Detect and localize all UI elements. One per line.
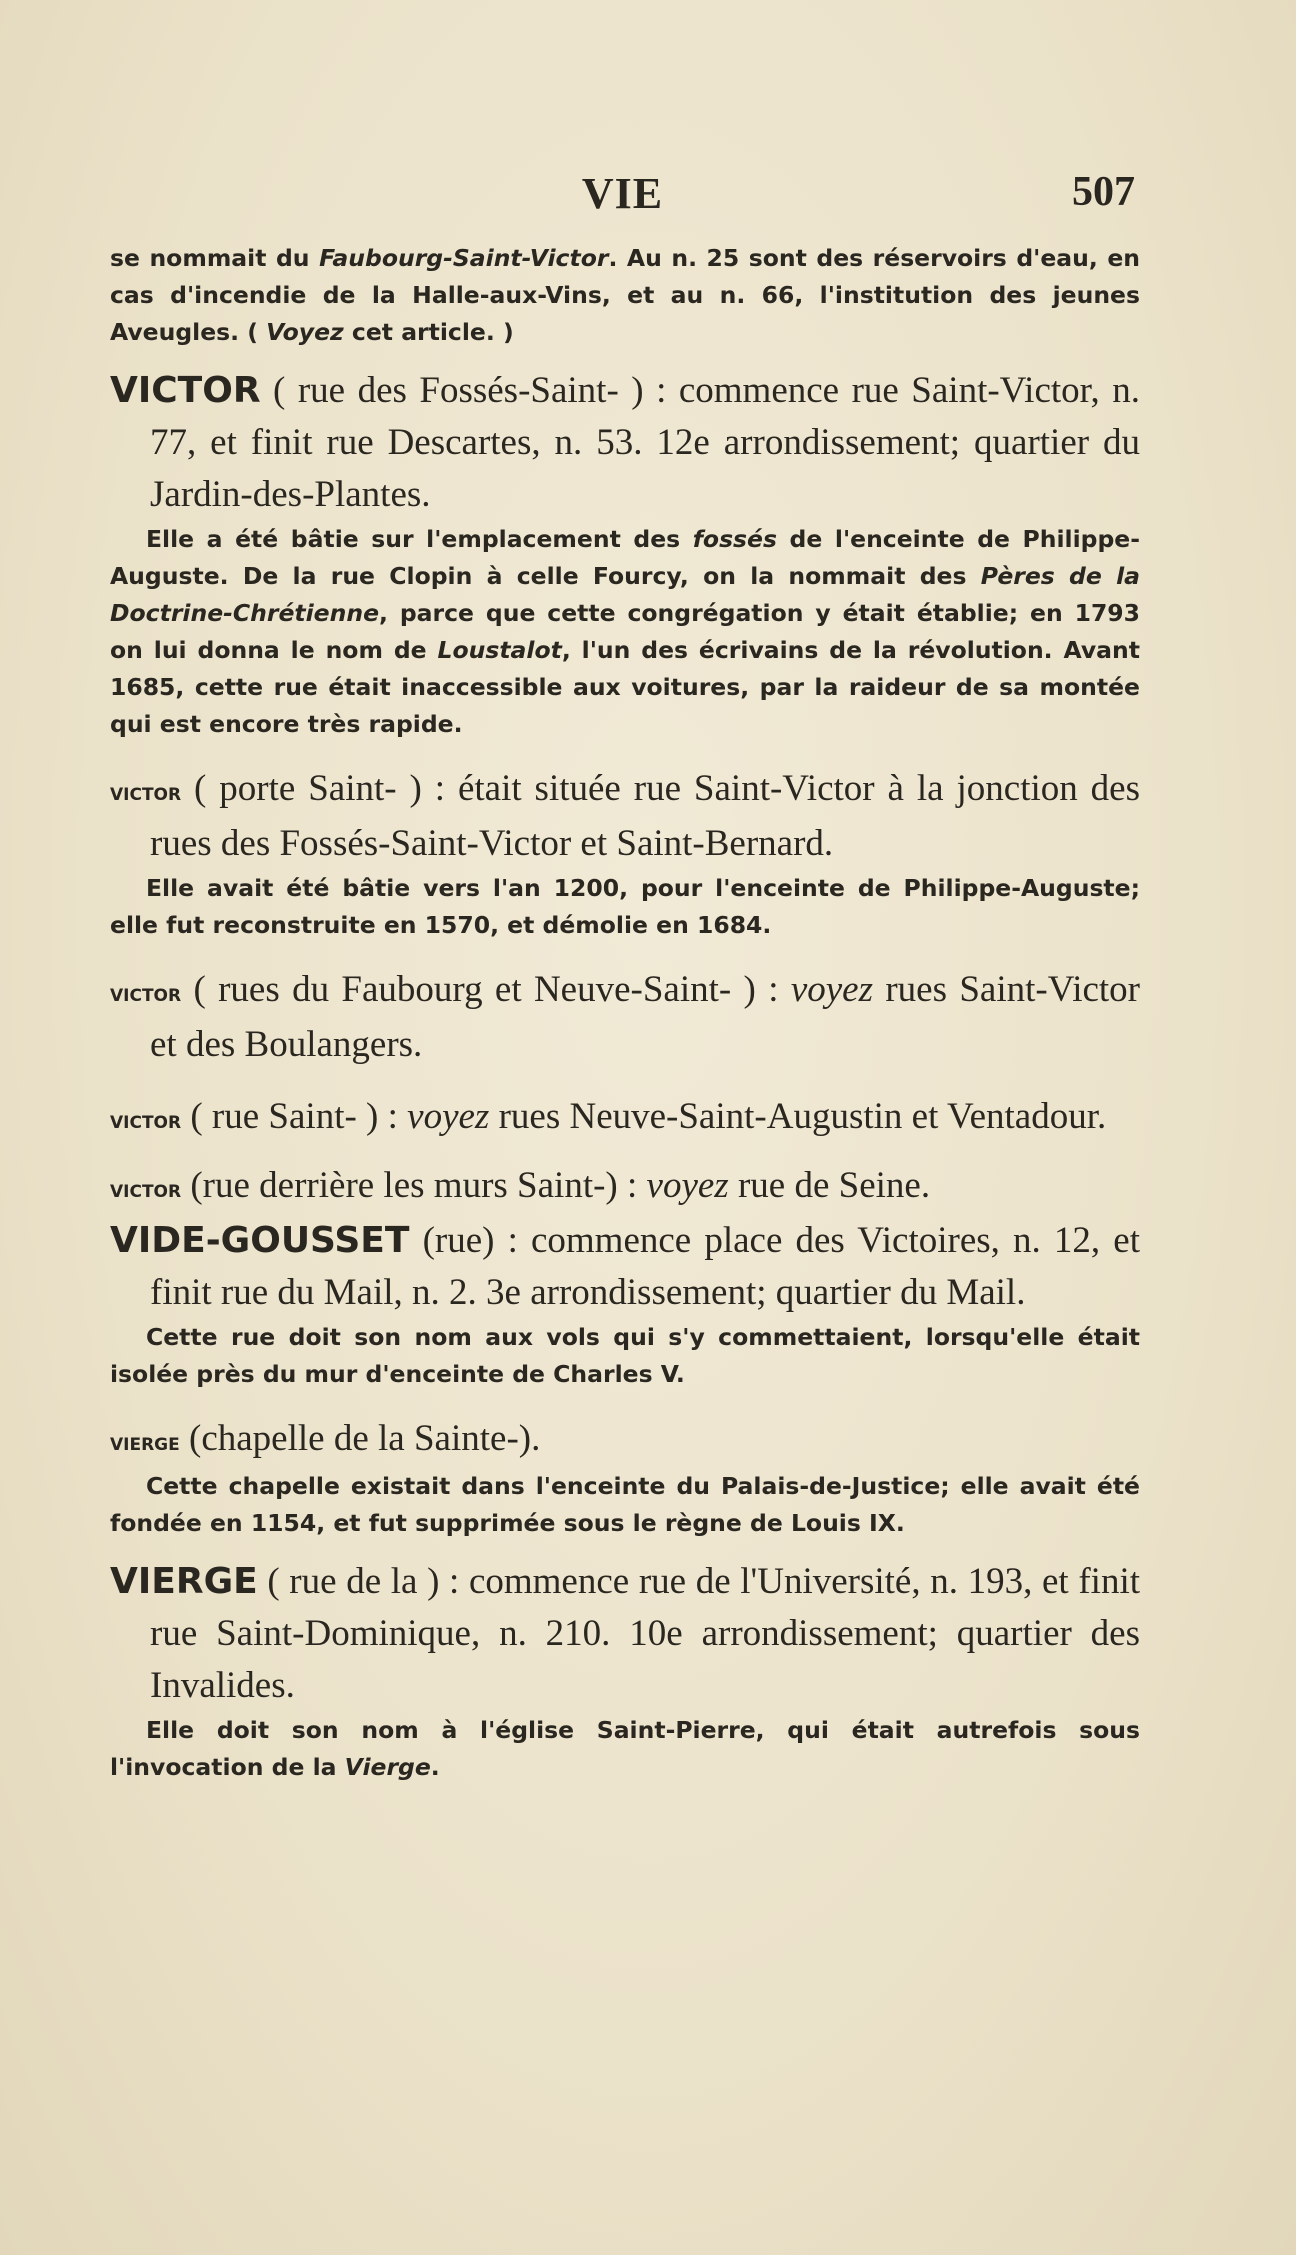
continuation-note: [110, 240, 1140, 351]
note-text: Elle doit son nom à l'église Saint-Pierre, qui était autrefois sous l'invocation de la: [110, 1716, 1140, 1781]
entry-victor-murs: [110, 1160, 1140, 1215]
entry-italic: voyez: [646, 1165, 729, 1206]
entry-vide-gousset: [110, 1215, 1140, 1319]
note-text: cet article. ): [343, 318, 514, 346]
entry-vierge-chapelle: [110, 1413, 1140, 1468]
entry-note: Cette chapelle existait dans l'enceinte du Palais-de-Justice; elle avait été fondée en 1154, et fut supprimée sous le règne de Louis IX.: [110, 1472, 1140, 1537]
entry-italic: voyez: [790, 969, 873, 1010]
entry-headword: vierge: [110, 1428, 180, 1456]
entry-headword: victor: [110, 979, 182, 1007]
note-text: .: [430, 1753, 440, 1781]
note-text: , parce que cette congrégation y était établie; en 1793 on lui donna le nom de: [110, 599, 1140, 664]
note-text: , l'un des écrivains de la révolution. Avant 1685, cette rue était inaccessible aux voitures, par la raideur de sa montée qui est encore très rapide.: [110, 636, 1140, 738]
running-title: VIE: [581, 169, 664, 218]
note-italic: Faubourg-Saint-Victor: [319, 244, 609, 272]
entry-headword: VIDE-GOUSSET: [110, 1220, 410, 1261]
entry-text: ( rues du Faubourg et Neuve-Saint- ) :: [181, 969, 791, 1010]
note-italic: Voyez: [266, 318, 344, 346]
entry-note: [110, 521, 1140, 743]
entry-headword: victor: [110, 1175, 182, 1203]
page-header: [110, 168, 1135, 218]
entry-italic: voyez: [407, 1096, 490, 1137]
page-body: [110, 240, 1140, 1786]
entry-headword: victor: [110, 778, 182, 806]
entry-text: ( porte Saint- ) : était située rue Saint-Victor à la jonction des rues des Fossés-Saint-Victor et Saint-Bernard.: [150, 768, 1140, 864]
page-number: 507: [1072, 169, 1135, 215]
entry-text: rue de Seine.: [728, 1165, 931, 1206]
entry-text: (rue) : commence place des Victoires, n. 12, et finit rue du Mail, n. 2. 3e arrondissement; quartier du Mail.: [150, 1220, 1140, 1313]
note-italic: fossés: [692, 525, 777, 553]
entry-note: Cette rue doit son nom aux vols qui s'y commettaient, lorsqu'elle était isolée près du mur d'enceinte de Charles V.: [110, 1323, 1140, 1388]
entry-text: (chapelle de la Sainte-).: [179, 1418, 541, 1459]
note-text: Elle a été bâtie sur l'emplacement des: [146, 525, 693, 553]
note-italic: Loustalot: [437, 636, 562, 664]
entry-note: Elle avait été bâtie vers l'an 1200, pour l'enceinte de Philippe-Auguste; elle fut reconstruite en 1570, et démolie en 1684.: [110, 874, 1140, 939]
entry-victor-fosses: [110, 365, 1140, 521]
note-text: de l'enceinte de Philippe-Auguste. De la rue Clopin à celle Fourcy, on la nommait des: [110, 525, 1140, 590]
entry-text: rues Saint-Victor et des Boulangers.: [150, 969, 1140, 1065]
entry-victor-faubourg: [110, 964, 1140, 1071]
note-italic: Vierge: [344, 1753, 431, 1781]
entry-text: ( rue des Fossés-Saint- ) : commence rue Saint-Victor, n. 77, et finit rue Descartes, n. 53. 12e arrondissement; quartier du Jardin-des-Plantes.: [150, 370, 1140, 515]
entry-text: ( rue de la ) : commence rue de l'Université, n. 193, et finit rue Saint-Dominique, n. 210. 10e arrondissement; quartier des Invalides.: [150, 1561, 1140, 1706]
entry-victor-rue: [110, 1091, 1140, 1146]
entry-vierge-rue: [110, 1556, 1140, 1712]
note-italic: Pères de la Doctrine-Chrétienne: [110, 562, 1140, 627]
entry-text: rues Neuve-Saint-Augustin et Ventadour.: [489, 1096, 1107, 1137]
entry-victor-porte: [110, 763, 1140, 870]
note-text: se nommait du: [110, 244, 320, 272]
entry-text: ( rue Saint- ) :: [181, 1096, 408, 1137]
entry-headword: VICTOR: [110, 370, 261, 411]
note-text: . Au n. 25 sont des réservoirs d'eau, en cas d'incendie de la Halle-aux-Vins, et au n. 66, l'institution des jeunes Aveugles. (: [110, 244, 1140, 346]
entry-text: (rue derrière les murs Saint-) :: [181, 1165, 647, 1206]
entry-headword: victor: [110, 1106, 182, 1134]
entry-headword: VIERGE: [110, 1561, 258, 1602]
entry-note: [110, 1712, 1140, 1786]
